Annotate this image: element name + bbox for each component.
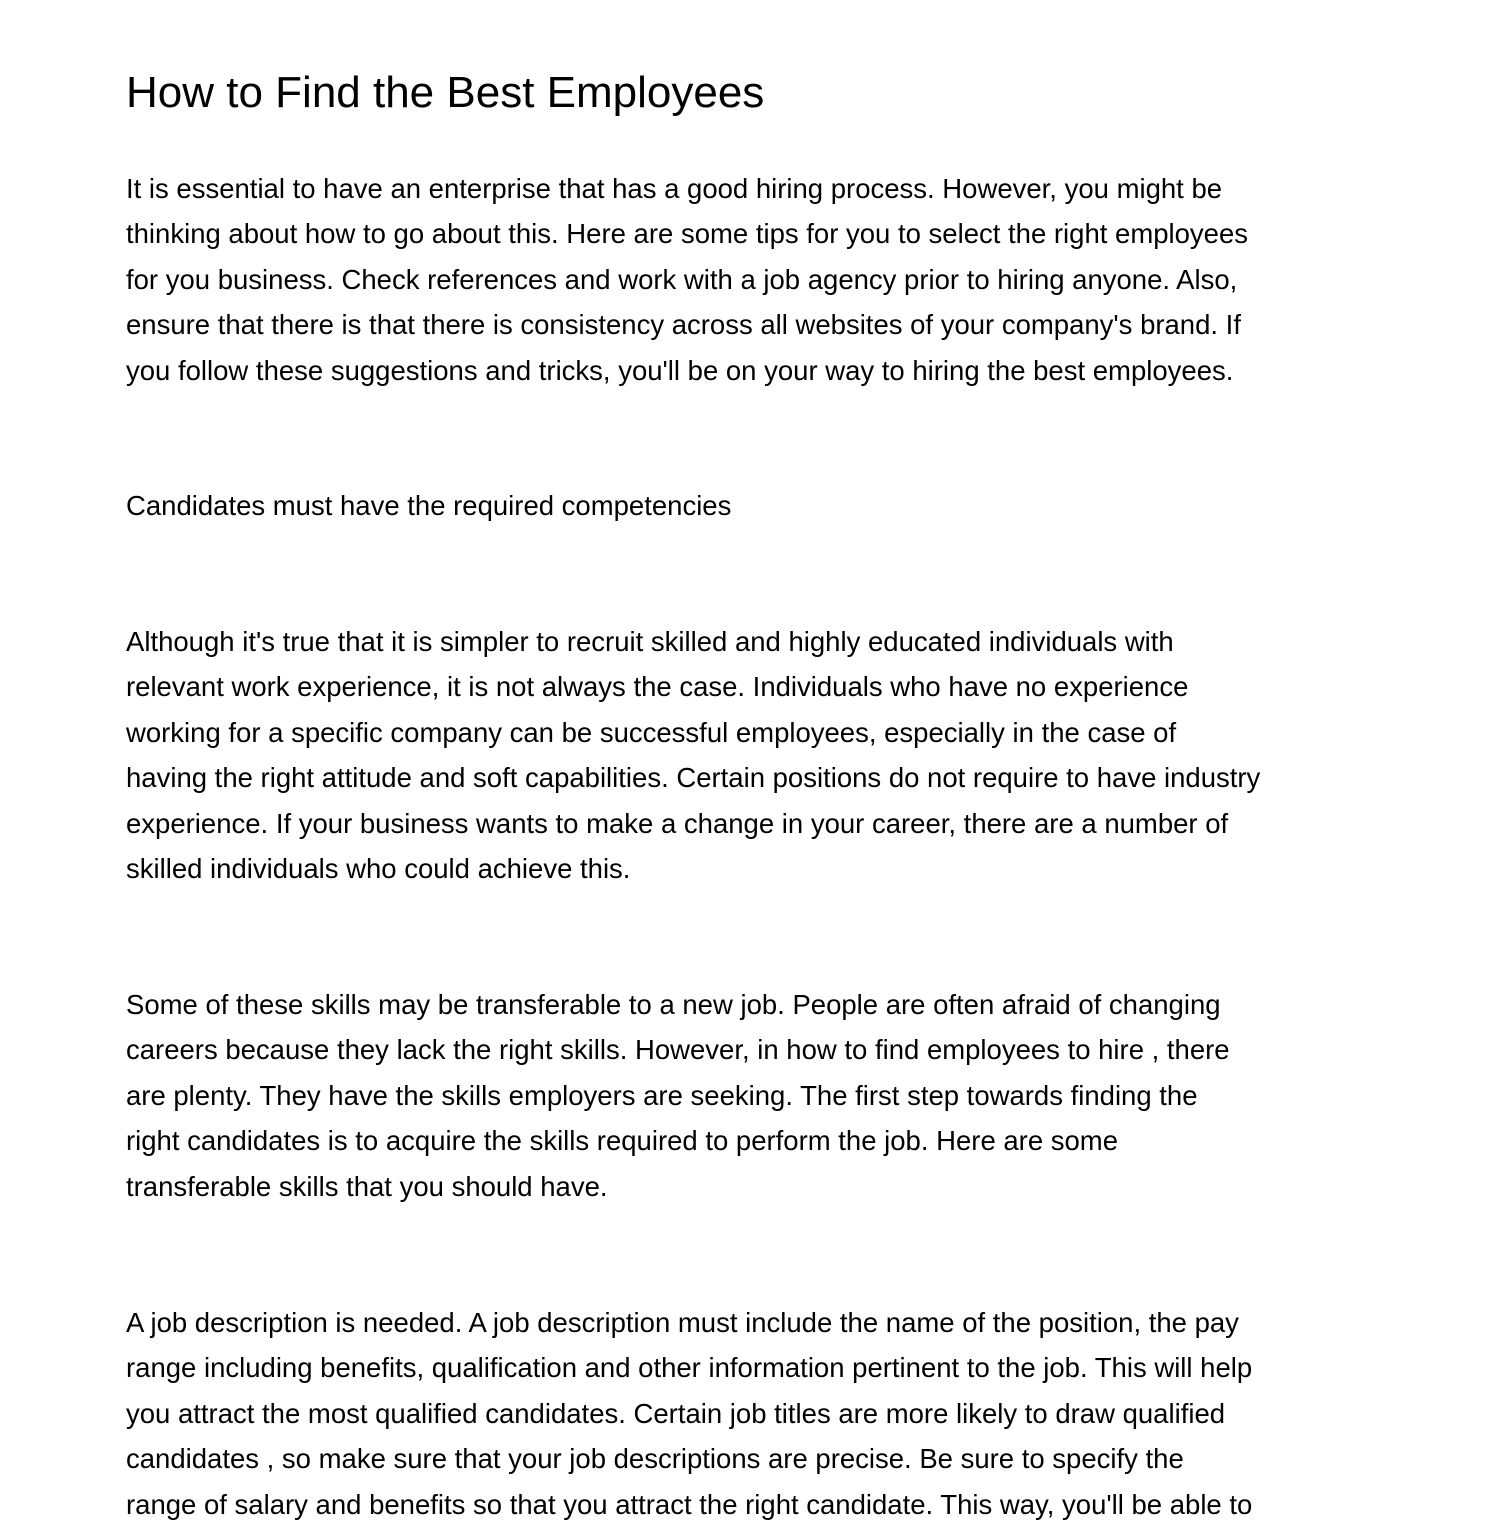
text-line: careers because they lack the right skills. However, in how to find employees to hire , there <box>126 1034 1230 1066</box>
text-line: range of salary and benefits so that you attract the right candidate. This way, you'll be able to <box>126 1488 1253 1520</box>
text-line: Some of these skills may be transferable to a new job. People are often afraid of changing <box>126 989 1221 1020</box>
text-line: candidates , so make sure that your job descriptions are precise. Be sure to specify the <box>126 1443 1184 1475</box>
document-title: How to Find the Best Employees <box>126 68 765 117</box>
text-line: having the right attitude and soft capabilities. Certain positions do not require to have industry <box>126 762 1261 794</box>
text-line: working for a specific company can be successful employees, especially in the case of <box>126 716 1177 748</box>
paragraph-transferable-skills <box>126 982 1386 1209</box>
text-line: you attract the most qualified candidates. Certain job titles are more likely to draw qualified <box>126 1397 1226 1429</box>
text-line: you follow these suggestions and tricks, you'll be on your way to hiring the best employees. <box>126 354 1234 386</box>
text-line: range including benefits, qualification and other information pertinent to the job. This will help <box>126 1352 1253 1384</box>
paragraph-intro <box>126 166 1386 393</box>
text-line: Candidates must have the required competencies <box>126 490 732 521</box>
section-heading <box>126 483 1386 528</box>
text-line: experience. If your business wants to make a change in your career, there are a number of <box>126 807 1229 839</box>
text-line: relevant work experience, it is not always the case. Individuals who have no experience <box>126 671 1189 703</box>
text-line: transferable skills that you should have. <box>126 1170 608 1202</box>
text-line: thinking about how to go about this. Here are some tips for you to select the right employees <box>126 218 1249 250</box>
text-line: ensure that there is that there is consistency across all websites of your company's brand. If <box>126 309 1241 341</box>
text-line: are plenty. They have the skills employers are seeking. The first step towards finding the <box>126 1079 1198 1111</box>
paragraph-job-description <box>126 1300 1386 1527</box>
text-line: for you business. Check references and work with a job agency prior to hiring anyone. Also, <box>126 263 1238 295</box>
text-line: skilled individuals who could achieve this. <box>126 852 631 884</box>
text-line: A job description is needed. A job description must include the name of the position, the pay <box>126 1307 1239 1338</box>
text-line: It is essential to have an enterprise that has a good hiring process. However, you might be <box>126 173 1223 204</box>
text-line: right candidates is to acquire the skills required to perform the job. Here are some <box>126 1125 1119 1157</box>
text-line: Although it's true that it is simpler to recruit skilled and highly educated individuals with <box>126 626 1174 657</box>
paragraph-competencies <box>126 619 1386 891</box>
